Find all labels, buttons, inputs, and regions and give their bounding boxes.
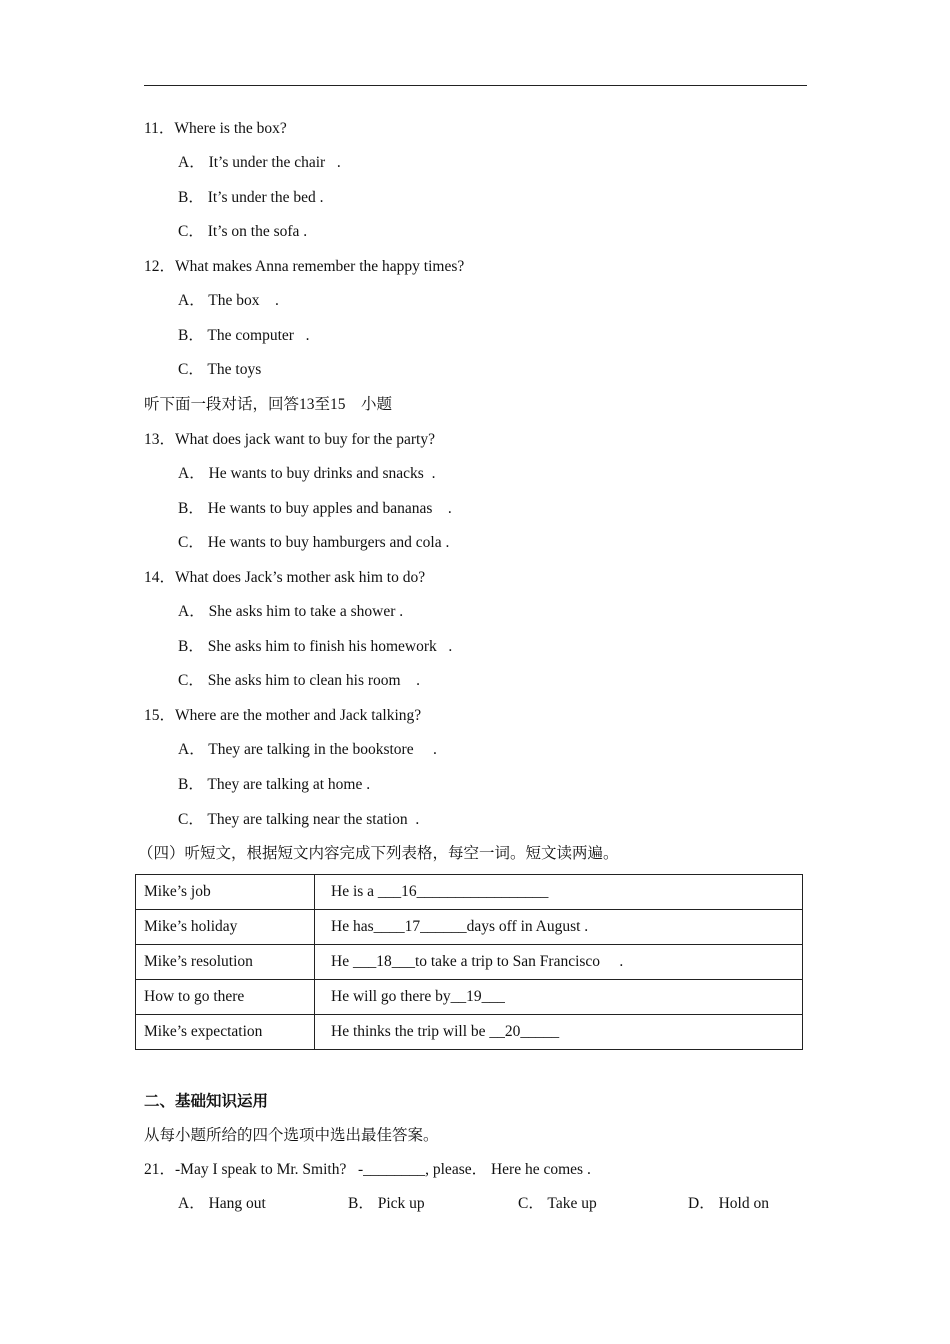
table-cell-content: He thinks the trip will be __20_____	[315, 1015, 803, 1050]
question-15-stem: 15．Where are the mother and Jack talking?	[144, 707, 422, 724]
question-21-option-b: B． Pick up	[348, 1195, 425, 1212]
table-cell-content: He is a ___16_________________	[315, 875, 803, 910]
question-12-stem: 12．What makes Anna remember the happy times?	[144, 258, 465, 275]
table-cell-label: How to go there	[136, 980, 315, 1015]
table-cell-label: Mike’s expectation	[136, 1015, 315, 1050]
table-row	[136, 945, 803, 980]
fill-in-table	[135, 874, 803, 1050]
question-13-stem: 13．What does jack want to buy for the party?	[144, 431, 435, 448]
question-21-options	[178, 1194, 798, 1214]
table-row	[136, 980, 803, 1015]
question-13-option-c: C． He wants to buy hamburgers and cola .	[178, 534, 450, 551]
question-15-option-c: C． They are talking near the station .	[178, 811, 420, 828]
question-11-option-c: C． It’s on the sofa .	[178, 223, 308, 240]
question-13-option-a: A． He wants to buy drinks and snacks .	[178, 465, 436, 482]
question-21-option-a: A． Hang out	[178, 1195, 266, 1212]
table-cell-content: He has____17______days off in August .	[315, 910, 803, 945]
question-12-option-c: C． The toys	[178, 361, 262, 378]
table-cell-label: Mike’s holiday	[136, 910, 315, 945]
question-13-option-b: B． He wants to buy apples and bananas .	[178, 500, 452, 517]
question-14-option-a: A． She asks him to take a shower .	[178, 603, 404, 620]
question-11-option-a: A． It’s under the chair .	[178, 154, 341, 171]
table-row	[136, 875, 803, 910]
question-21-stem: 21．-May I speak to Mr. Smith? -________, please． Here he comes .	[144, 1161, 591, 1178]
table-cell-content: He ___18___to take a trip to San Francisco .	[315, 945, 803, 980]
question-11-option-b: B． It’s under the bed .	[178, 189, 324, 206]
question-14-option-c: C． She asks him to clean his room .	[178, 672, 420, 689]
question-12-option-a: A． The box .	[178, 292, 279, 309]
part2-instruction: 从每小题所给的四个选项中选出最佳答案。	[144, 1127, 439, 1144]
question-14-stem: 14．What does Jack’s mother ask him to do?	[144, 569, 426, 586]
table-cell-label: Mike’s job	[136, 875, 315, 910]
table-cell-content: He will go there by__19___	[315, 980, 803, 1015]
question-11-stem: 11．Where is the box?	[144, 120, 287, 137]
question-15-option-b: B． They are talking at home .	[178, 776, 371, 793]
question-12-option-b: B． The computer .	[178, 327, 310, 344]
section4-instruction: （四）听短文，根据短文内容完成下列表格，每空一词。短文读两遍。	[138, 845, 619, 862]
question-15-option-a: A． They are talking in the bookstore .	[178, 741, 437, 758]
table-cell-label: Mike’s resolution	[136, 945, 315, 980]
table-row	[136, 910, 803, 945]
table-row	[136, 1015, 803, 1050]
header-rule	[144, 85, 807, 86]
question-21-option-d: D． Hold on	[688, 1195, 769, 1212]
part2-heading: 二、基础知识运用	[144, 1093, 269, 1110]
question-21-option-c: C． Take up	[518, 1195, 597, 1212]
question-14-option-b: B． She asks him to finish his homework .	[178, 638, 453, 655]
instruction-13-15: 听下面一段对话，回答13至15 小题	[144, 396, 393, 413]
